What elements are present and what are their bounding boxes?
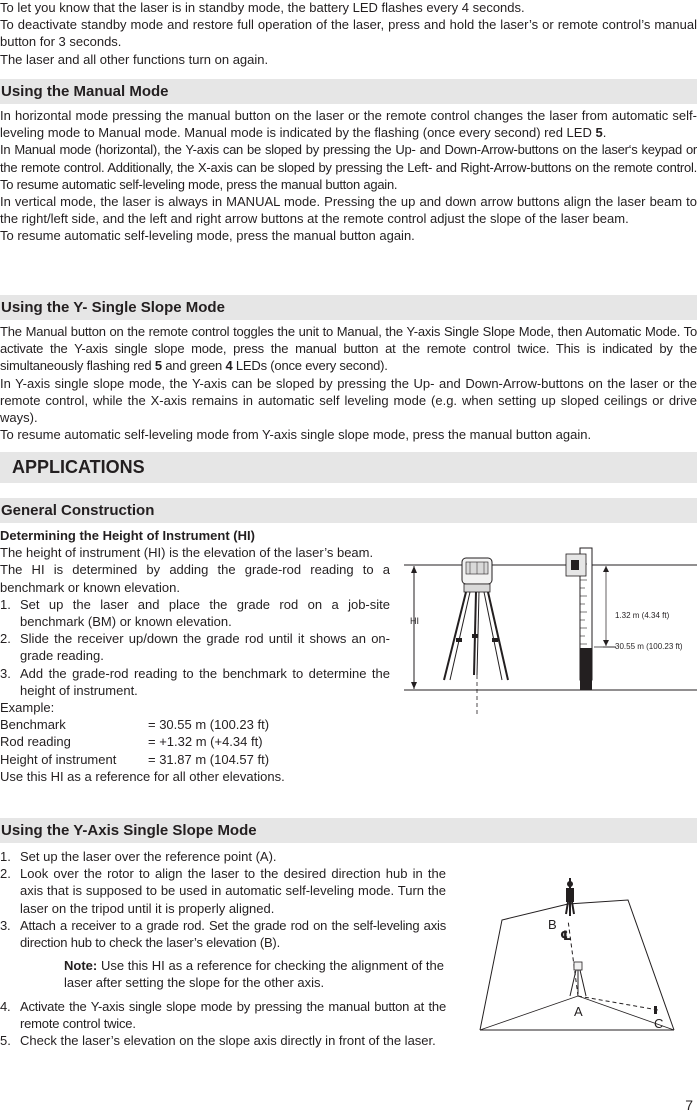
label-c: C	[654, 1016, 664, 1031]
list-item: 2. Slide the receiver up/down the grade rod until it shows an on-grade reading.	[0, 631, 390, 664]
manual-mode-section	[0, 107, 697, 245]
note: Note: Use this HI as a reference for checking the alignment of the laser after setting the slope for the other axis.	[64, 958, 444, 991]
list-item: 4. Activate the Y-axis single slope mode by pressing the manual button at the remote control twice.	[0, 998, 446, 1031]
general-construction-section	[0, 527, 390, 785]
y-single-slope-section	[0, 323, 697, 443]
body-paragraph: In vertical mode, the laser is always in MANUAL mode. Pressing the up and down arrow buttons align the laser beam to the right/left side, and the left and right arrow buttons at the remote control adjust the slope of the laser beam.	[0, 194, 697, 227]
body-paragraph: In horizontal mode pressing the manual button on the laser or the remote control changes the laser from automatic self-leveling mode to Manual mode. Manual mode is indicated by the flashing (once every second) red LED 5.	[0, 108, 697, 141]
body-paragraph: To resume automatic self-leveling mode, press the manual button again.	[0, 228, 415, 244]
list-item: 1. Set up the laser over the reference point (A).	[0, 849, 277, 864]
example-row: Height of instrument = 31.87 m (104.57 ft)	[0, 751, 270, 767]
section-heading-general-construction: General Construction	[0, 498, 697, 523]
list-item: 3. Attach a receiver to a grade rod. Set the grade rod on the self-leveling axis direction hub to check the laser’s elevation (B).	[0, 917, 446, 951]
led-number: 5	[595, 125, 603, 141]
body-paragraph: The HI is determined by adding the grade-rod reading to a benchmark or known elevation.	[0, 562, 390, 595]
intro-paragraph: To deactivate standby mode and restore full operation of the laser, press and hold the laser’s or remote control’s manual button for 3 seconds.	[0, 17, 697, 50]
rod-reading-label: 1.32 m (4.34 ft)	[615, 611, 670, 620]
label-b: B	[548, 917, 557, 932]
example-row: Rod reading = +1.32 m (+4.34 ft)	[0, 734, 263, 750]
slope-mode-figure	[478, 870, 678, 1034]
intro-paragraph: To let you know that the laser is in standby mode, the battery LED flashes every 4 seconds.	[0, 0, 525, 15]
list-item: 3. Add the grade-rod reading to the benchmark to determine the height of instrument.	[0, 665, 390, 698]
body-paragraph: In Y-axis single slope mode, the Y-axis can be sloped by pressing the Up- and Down-Arrow-buttons on the laser or the remote control, while the X-axis remains in automatic self leveling mode (e.g. when setting up sloped ceilings or drive ways).	[0, 375, 697, 426]
intro-section	[0, 0, 697, 68]
body-paragraph: In Manual mode (horizontal), the Y-axis can be sloped by pressing the Up- and Down-Arrow-buttons on the laser‘s keypad or the remote control. Additionally, the X-axis can be sloped by pressing the Left- and Right-Arrow-buttons on the remote control. To resume automatic self-leveling mode, press the manual button again.	[0, 142, 697, 192]
intro-paragraph: The laser and all other functions turn on again.	[0, 51, 269, 67]
centerline-symbol: ℄	[560, 928, 572, 943]
y-axis-slope-section	[0, 848, 446, 1049]
benchmark-label: 30.55 m (100.23 ft)	[615, 642, 683, 651]
section-heading-y-axis-single-slope: Using the Y-Axis Single Slope Mode	[0, 818, 697, 843]
example-row: Benchmark = 30.55 m (100.23 ft)	[0, 717, 270, 733]
height-of-instrument-figure	[404, 540, 697, 770]
list-item: 1. Set up the laser and place the grade rod on a job-site benchmark (BM) or known elevation.	[0, 596, 390, 630]
example-label: Example:	[0, 700, 55, 716]
label-a: A	[574, 1004, 583, 1019]
body-paragraph: The height of instrument (HI) is the elevation of the laser’s beam.	[0, 545, 374, 561]
body-paragraph: The Manual button on the remote control toggles the unit to Manual, the Y-axis Single Slope Mode, then Automatic Mode. To activate the Y-axis single slope mode, press the manual button at the remote control twice. This is indicated by the simultaneously flashing red 5 and green 4 LEDs (once every second).	[0, 324, 697, 374]
section-heading-y-single-slope: Using the Y- Single Slope Mode	[0, 295, 697, 320]
section-heading-manual-mode: Using the Manual Mode	[0, 79, 697, 104]
applications-heading: APPLICATIONS	[0, 452, 697, 483]
subheading: Determining the Height of Instrument (HI)	[0, 528, 255, 543]
page-number: 7	[685, 1096, 693, 1113]
body-paragraph: To resume automatic self-leveling mode from Y-axis single slope mode, press the manual button again.	[0, 427, 592, 443]
closing-text: Use this HI as a reference for all other elevations.	[0, 768, 285, 784]
hi-label: HI	[410, 616, 419, 626]
list-item: 2. Look over the rotor to align the laser to the desired direction hub in the axis that is supposed to be used in automatic self-leveling mode. Turn the laser on the tripod until it is properly aligned.	[0, 866, 446, 916]
list-item: 5. Check the laser’s elevation on the slope axis directly in front of the laser.	[0, 1033, 436, 1049]
